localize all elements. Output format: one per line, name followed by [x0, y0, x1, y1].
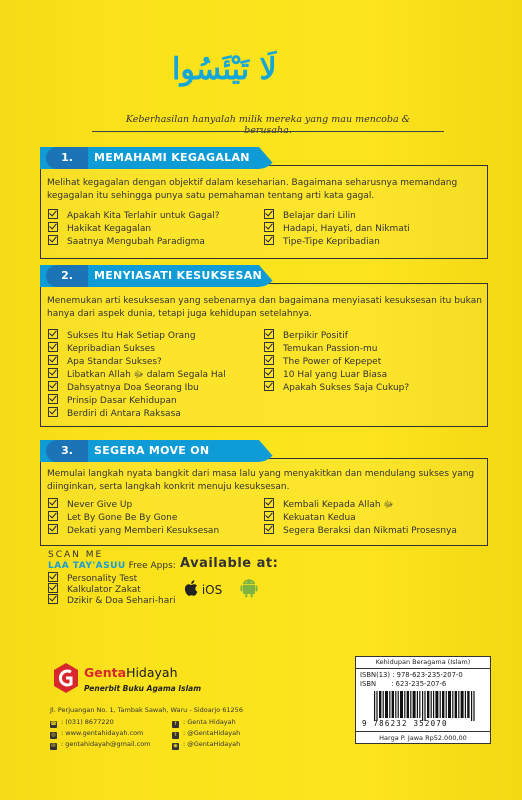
checkbox-icon: [48, 209, 58, 219]
isbn13-line: ISBN(13) : 978-623-235-207-0: [360, 671, 463, 679]
section-menyiasati-kesuksesan: [40, 265, 488, 425]
list-item: Kepribadian Sukses: [48, 342, 155, 355]
section-title: SEGERA MOVE ON: [94, 444, 210, 457]
ios-label: iOS: [201, 583, 223, 597]
publisher-subtitle: Penerbit Buku Agama Islam: [84, 684, 202, 693]
checkbox-icon: [48, 342, 58, 352]
list-item: Apa Standar Sukses?: [48, 355, 162, 368]
instagram-icon: ◉: [173, 743, 178, 749]
list-item: Berpikir Positif: [264, 329, 348, 342]
checkbox-icon: [48, 594, 58, 604]
section-segera-move-on: [40, 440, 488, 540]
list-item: Segera Beraksi dan Nikmati Prosesnya: [264, 524, 457, 537]
globe-icon: ◎: [51, 732, 56, 738]
checkbox-icon: [264, 381, 274, 391]
list-item: Dahsyatnya Doa Seorang Ibu: [48, 381, 199, 394]
ios-badge[interactable]: [184, 580, 222, 597]
checkbox-icon: [48, 368, 58, 378]
list-item: Kembali Kepada Allah ﷻ: [264, 498, 394, 511]
checkbox-icon: [264, 368, 274, 378]
section-memahami-kegagalan: [40, 147, 488, 247]
app-feature-item: Personality Test: [48, 572, 137, 584]
checkbox-icon: [264, 342, 274, 352]
publisher-address: Jl. Perjuangan No. 1, Tambak Sawah, Waru - Sidoarjo 61256: [50, 706, 243, 714]
list-item: Apakah Kita Terlahir untuk Gagal?: [48, 209, 220, 222]
checkbox-icon: [48, 222, 58, 232]
section-title: MENYIASATI KESUKSESAN: [94, 269, 263, 282]
checkbox-icon: [264, 209, 274, 219]
checkbox-icon: [264, 498, 274, 508]
contact-email[interactable]: ✉ : gentahidayah@gmail.com: [51, 740, 151, 749]
checkbox-icon: [48, 511, 58, 521]
book-category: Kehidupan Beragama (Islam): [356, 657, 490, 669]
contact-website[interactable]: ◎ : www.gentahidayah.com: [51, 729, 144, 738]
contact-facebook[interactable]: f : Genta Hidayah: [172, 718, 236, 728]
list-item: 10 Hal yang Luar Biasa: [264, 368, 387, 381]
checkbox-icon: [264, 524, 274, 534]
phone-icon: ☎: [50, 721, 57, 727]
barcode-box: [355, 656, 491, 744]
checkbox-icon: [48, 381, 58, 391]
scan-me-label: SCAN ME: [48, 550, 104, 560]
checkbox-icon: [264, 355, 274, 365]
checkbox-icon: [48, 583, 58, 593]
list-item: Let By Gone Be By Gone: [48, 511, 177, 524]
apps-label: LAA TAY'ASUU Free Apps:: [48, 561, 176, 571]
list-item: Prinsip Dasar Kehidupan: [48, 394, 177, 407]
section-title: MEMAHAMI KEGAGALAN: [94, 151, 250, 164]
contact-twitter[interactable]: t : @GentaHidayah: [172, 729, 240, 739]
apple-icon: [184, 580, 198, 596]
list-item: Saatnya Mengubah Paradigma: [48, 235, 205, 248]
list-item: Belajar dari Lilin: [264, 209, 356, 222]
list-item: Berdiri di Antara Raksasa: [48, 407, 181, 420]
checkbox-icon: [48, 524, 58, 534]
tagline: Keberhasilan hanyalah milik mereka yang mau mencoba & berusaha.: [125, 114, 411, 136]
app-name: LAA TAY'ASUU: [48, 561, 126, 571]
section-number: 2.: [46, 265, 88, 287]
checkbox-icon: [48, 498, 58, 508]
checkbox-icon: [48, 572, 58, 582]
section-description: Menemukan arti kesuksesan yang sebenarnya dan bagaimana menyiasati kesuksesan itu bukan hanya dari aspek dunia, tetapi juga kehidupan setelahnya.: [47, 296, 482, 319]
checkbox-icon: [264, 235, 274, 245]
checkbox-icon: [48, 394, 58, 404]
android-icon: [240, 578, 258, 598]
isbn-line: ISBN : 623-235-207-6: [360, 680, 447, 688]
list-item: Tipe-Tipe Kepribadian: [264, 235, 380, 248]
list-item: Dekati yang Memberi Kesuksesan: [48, 524, 219, 537]
checkbox-icon: [48, 235, 58, 245]
publisher-name: GentaHidayah: [84, 665, 178, 680]
twitter-icon: t: [172, 732, 179, 739]
list-item: The Power of Kepepet: [264, 355, 381, 368]
checkbox-icon: [264, 222, 274, 232]
list-item: Never Give Up: [48, 498, 132, 511]
list-item: Sukses Itu Hak Setiap Orang: [48, 329, 196, 342]
section-number: 1.: [46, 147, 88, 169]
checkbox-icon: [264, 511, 274, 521]
section-description: Melihat kegagalan dengan objektif dalam keseharian. Bagaimana seharusnya memandang kegagalan itu sehingga punya satu pemahaman tentang arti kata gagal.: [47, 178, 458, 201]
available-at-label: Available at:: [180, 556, 279, 571]
app-feature-item: Dzikir & Doa Sehari-hari: [48, 594, 175, 606]
list-item: Libatkan Allah ﷻ dalam Segala Hal: [48, 368, 226, 381]
tagline-divider: [92, 131, 444, 132]
barcode-digits: 9 786232 352070: [362, 719, 448, 728]
checkbox-icon: [48, 329, 58, 339]
list-item: Hakikat Kegagalan: [48, 222, 151, 235]
list-item: Apakah Sukses Saja Cukup?: [264, 381, 409, 394]
list-item: Hadapi, Hayati, dan Nikmati: [264, 222, 410, 235]
contact-phone: ☎ : (031) 8677220: [50, 718, 114, 727]
list-item: Temukan Passion-mu: [264, 342, 377, 355]
book-price: Harga P. Jawa Rp52.000,00: [356, 731, 490, 744]
contact-instagram[interactable]: ◉ : @GentaHidayah: [173, 740, 241, 749]
facebook-icon: f: [172, 721, 179, 728]
section-number: 3.: [46, 440, 88, 462]
checkbox-icon: [264, 329, 274, 339]
checkbox-icon: [48, 355, 58, 365]
checkbox-icon: [48, 407, 58, 417]
cover-title: لَا تَيْئَسُوا: [172, 52, 277, 87]
list-item: Kekuatan Kedua: [264, 511, 356, 524]
email-icon: ✉: [51, 743, 56, 749]
section-description: Memulai langkah nyata bangkit dari masa lalu yang menyakitkan dan mendulang sukses yang diinginkan, serta langkah konkrit menuju kesuksesan.: [47, 469, 475, 492]
app-feature-item: Kalkulator Zakat: [48, 583, 141, 595]
barcode-icon: [374, 691, 478, 721]
genta-hidayah-logo-icon: [52, 661, 80, 695]
android-badge[interactable]: [240, 578, 258, 602]
